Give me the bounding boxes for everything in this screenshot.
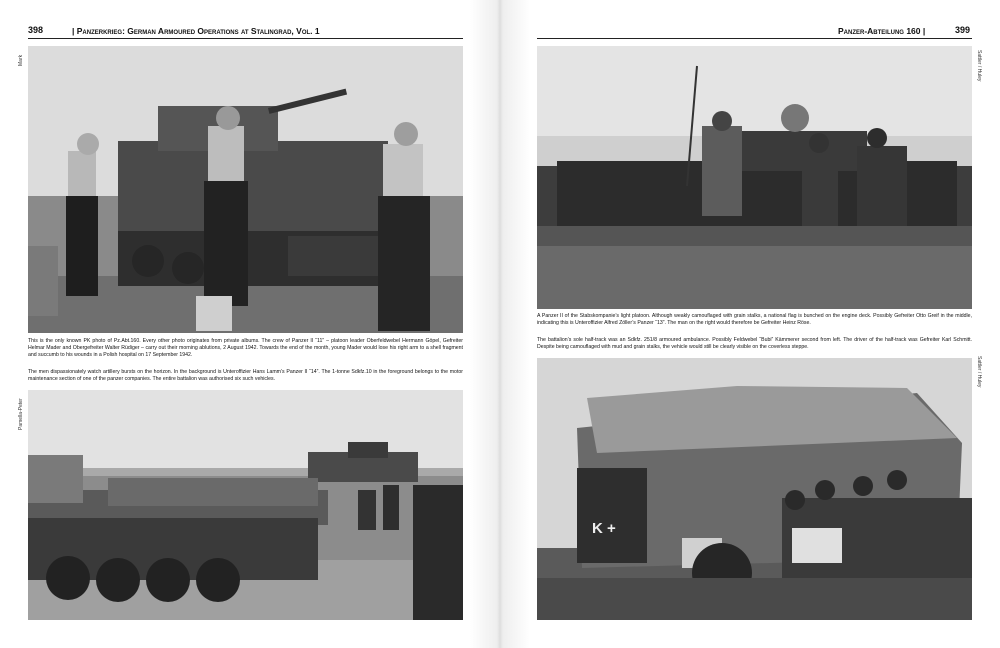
- left-caption-1: This is the only known PK photo of Pz.Abt.160. Every other photo originates from private albums. The crew of Panzer II “11” – platoon leader Oberfeldwebel Hermann Göpel, Gefreiter Helmar Mader and Obergefreiter Walter Rüdiger – carry out their morning ablutions, 2 August 1942. Towards the end of the month, young Mader would lose his right arm to a shell fragment and succumb to his wounds in a Polish hospital on 17 September 1942.: [28, 338, 463, 359]
- right-credit-bottom: Sattler / Huley: [976, 356, 982, 388]
- page-gutter: [470, 0, 530, 648]
- left-credit-top: Mark: [18, 54, 24, 66]
- left-page-number: 398: [28, 25, 44, 35]
- right-page-number: 399: [955, 25, 971, 35]
- right-caption-1: A Panzer II of the Stabskompanie’s light platoon. Although weakly camouflaged with grain stalks, a national flag is bunched on the engine deck. Possibly Gefreiter Otto Greif in the middle, indicating this is Unteroffizier Alfred Zöller’s Panzer “13”. The man on the right would therefore be Gefreiter Heinz Röse.: [537, 313, 972, 327]
- photo-panzer-grain-camouflage: [537, 46, 972, 309]
- photo-crew-ablutions: [28, 46, 463, 333]
- photo-halftrack-steppe: [28, 390, 463, 620]
- left-credit-bottom: Pamella-Peter: [18, 398, 24, 430]
- photo-ambulance-halftrack: [537, 358, 972, 620]
- vehicle-marking: K +: [592, 520, 616, 537]
- left-caption-2: The men dispassionately watch artillery bursts on the horizon. In the background is Unteroffizier Hans Lamm’s Panzer II “14”. The 1-tonne Sdkfz.10 in the foreground belongs to the motor maintenance section of one of the panzer companies. The entire battalion was authorised six such vehicles.: [28, 369, 463, 383]
- right-running-title: Panzer-Abteilung 160 |: [838, 26, 926, 36]
- right-header-rule: [537, 38, 972, 39]
- left-running-title: | Panzerkrieg: German Armoured Operations at Stalingrad, Vol. 1: [72, 26, 320, 36]
- left-header-rule: [28, 38, 463, 39]
- right-credit-top: Sattler / Huley: [976, 50, 982, 82]
- right-caption-2: The battalion’s sole half-track was an Sdkfz. 251/8 armoured ambulance. Possibly Feldwebel “Bubi” Kämmerer second from left. The driver of the half-track was Gefreiter Karl Schmitt. Despite being camouflaged with mud and grain stalks, the vehicle would still be clearly visible on the coverless steppe.: [537, 337, 972, 351]
